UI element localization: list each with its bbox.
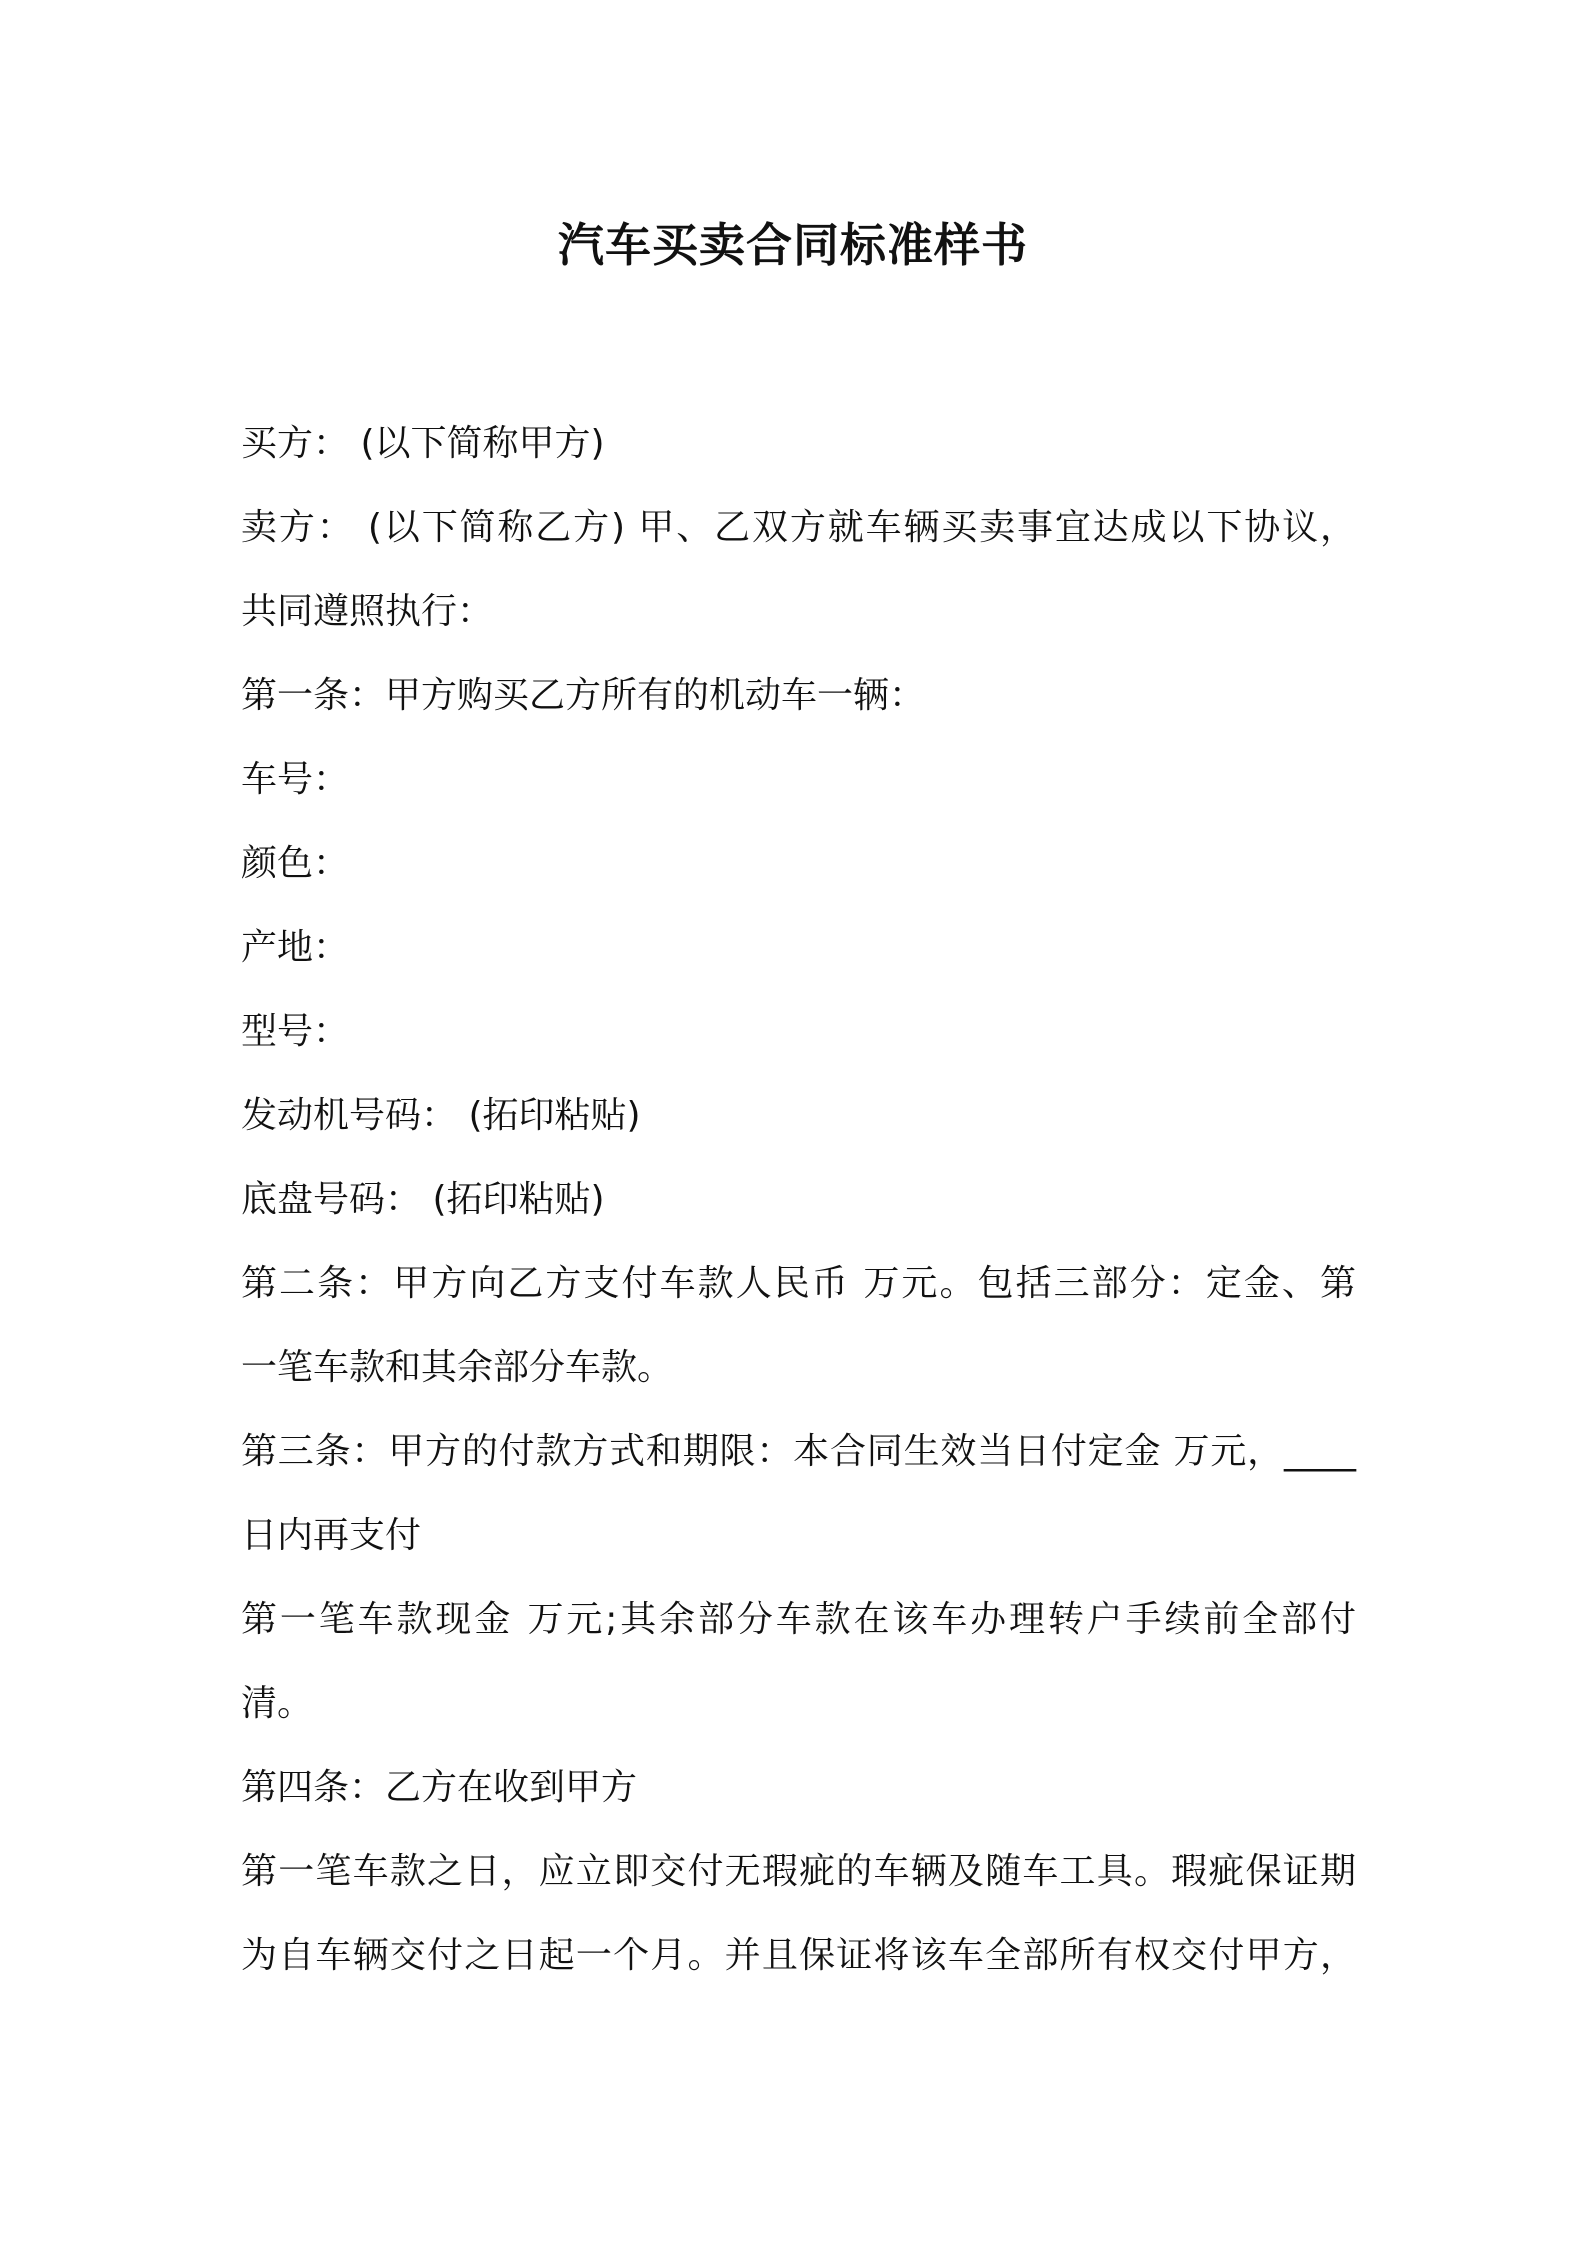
plate-number-line: 车号： — [241, 759, 350, 800]
paragraph-line: 一笔车款和其余部分车款。 — [241, 1347, 674, 1388]
article-4-line: 第四条：乙方在收到甲方 — [241, 1767, 638, 1808]
article-3-line: 第三条：甲方的付款方式和期限：本合同生效当日付定金 万元，____ — [241, 1431, 1356, 1472]
chassis-number-line: 底盘号码： (拓印粘贴) — [241, 1179, 605, 1220]
paragraph-line: 为自车辆交付之日起一个月。并且保证将该车全部所有权交付甲方， — [241, 1935, 1356, 1976]
paragraph-line: 清。 — [241, 1683, 314, 1724]
color-line: 颜色： — [241, 843, 350, 884]
paragraph-line: 日内再支付 — [241, 1515, 422, 1556]
document-title: 汽车买卖合同标准样书 — [558, 218, 1028, 272]
paragraph-line: 第一笔车款之日，应立即交付无瑕疵的车辆及随车工具。瑕疵保证期 — [241, 1851, 1356, 1892]
model-line: 型号： — [241, 1011, 350, 1052]
document-body — [241, 402, 1361, 1998]
buyer-line: 买方： (以下简称甲方) — [241, 423, 605, 464]
paragraph-line: 第一笔车款现金 万元;其余部分车款在该车办理转户手续前全部付 — [241, 1599, 1356, 1640]
article-2-line: 第二条：甲方向乙方支付车款人民币 万元。包括三部分：定金、第 — [241, 1263, 1356, 1304]
article-1-line: 第一条：甲方购买乙方所有的机动车一辆： — [241, 675, 926, 716]
origin-line: 产地： — [241, 927, 350, 968]
engine-number-line: 发动机号码： (拓印粘贴) — [241, 1095, 641, 1136]
seller-line: 卖方： (以下简称乙方) 甲、乙双方就车辆买卖事宜达成以下协议， — [241, 507, 1356, 548]
paragraph-line: 共同遵照执行： — [241, 591, 494, 632]
